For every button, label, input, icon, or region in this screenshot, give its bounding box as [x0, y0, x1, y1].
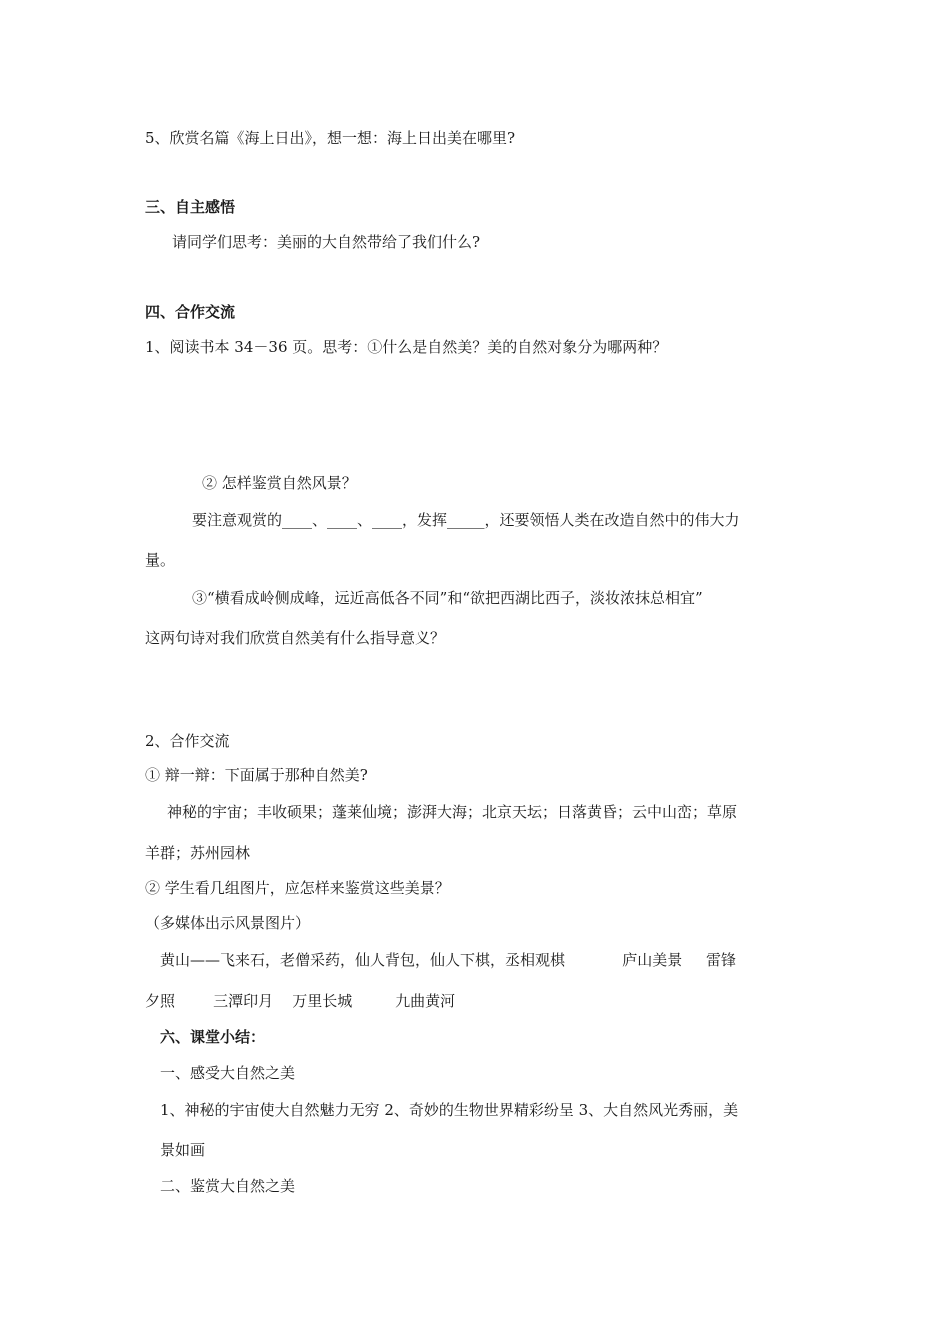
section-4-question-3-line-1: ③“横看成岭侧成峰，远近高低各不同”和“欲把西湖比西子，淡妆浓抹总相宜”	[192, 589, 703, 607]
section-6-heading: 六、课堂小结：	[160, 1028, 266, 1046]
section-4-item-2: 2、合作交流	[145, 732, 230, 750]
section-3-heading: 三、自主感悟	[145, 198, 236, 216]
section-4-question-2-answer-line-2: 量。	[145, 551, 176, 569]
debate-prompt: ① 辩一辩：下面属于那种自然美?	[145, 766, 368, 784]
section-3-prompt: 请同学们思考：美丽的大自然带给了我们什么?	[172, 233, 481, 251]
section-4-question-3-line-2: 这两句诗对我们欣赏自然美有什么指导意义？	[145, 629, 446, 647]
debate-list-line-1: 神秘的宇宙；丰收硕果；蓬莱仙境；澎湃大海；北京天坛；日落黄昏；云中山峦；草原	[167, 803, 738, 821]
multimedia-note: （多媒体出示风景图片）	[145, 914, 311, 932]
scenery-line-2: 夕照 三潭印月 万里长城 九曲黄河	[145, 992, 456, 1010]
section-4-question-2: ② 怎样鉴赏自然风景？	[202, 474, 357, 492]
scenery-line-1: 黄山——飞来石，老僧采药，仙人背包，仙人下棋，丞相观棋 庐山美景 雷锋	[160, 951, 737, 969]
summary-2: 二、鉴赏大自然之美	[160, 1177, 296, 1195]
summary-1-detail-line-1: 1、神秘的宇宙使大自然魅力无穷 2、奇妙的生物世界精彩纷呈 3、大自然风光秀丽，美	[160, 1101, 739, 1119]
section-4-item-1: 1、阅读书本 34－36 页。思考：①什么是自然美？美的自然对象分为哪两种？	[145, 338, 668, 356]
section-4-question-2-answer-line-1: 要注意观赏的____、____、____，发挥_____，还要领悟人类在改造自然中的伟大力	[192, 511, 740, 529]
debate-list-line-2: 羊群；苏州园林	[145, 844, 251, 862]
summary-1-detail-line-2: 景如画	[160, 1141, 206, 1159]
pictures-prompt: ② 学生看几组图片，应怎样来鉴赏这些美景？	[145, 879, 450, 897]
question-5: 5、欣赏名篇《海上日出》，想一想：海上日出美在哪里?	[145, 129, 516, 147]
section-4-heading: 四、合作交流	[145, 303, 236, 321]
summary-1: 一、感受大自然之美	[160, 1064, 296, 1082]
